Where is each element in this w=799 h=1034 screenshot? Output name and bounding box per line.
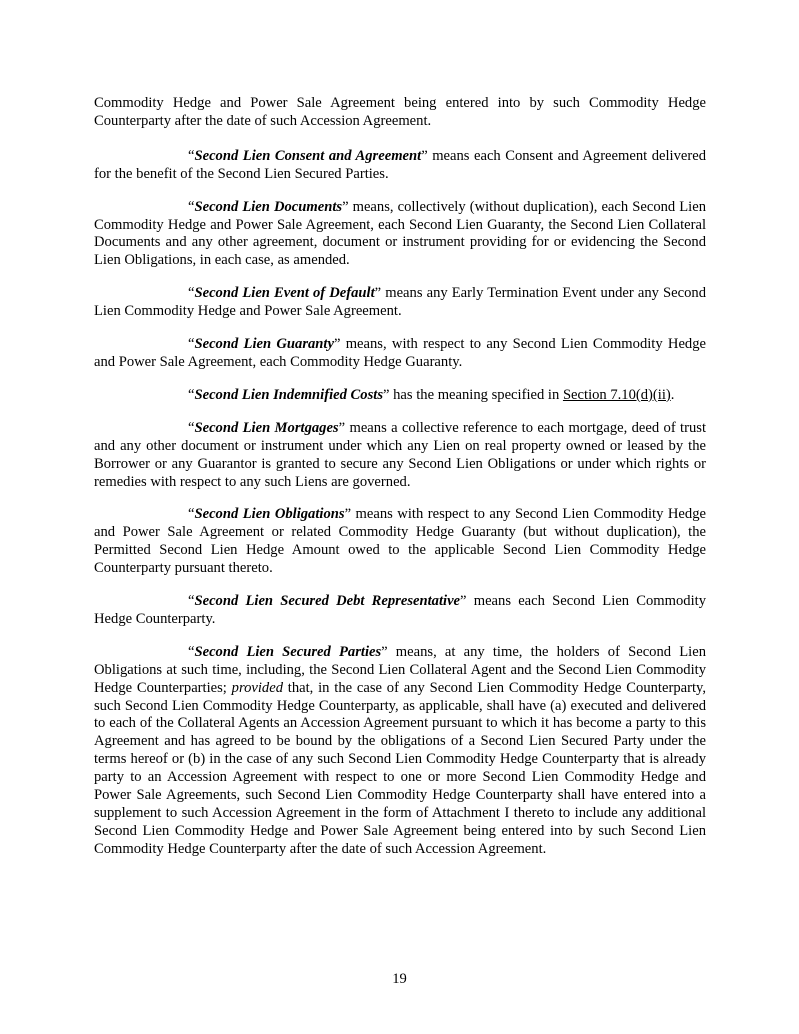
- definition-text: ” means each Consent and Agreement delivered for the benefit of the Second Lien Secured Parties.: [94, 147, 707, 182]
- definition-text: ” means with respect to any Second Lien Commodity Hedge and Power Sale Agreement or related Commodity Hedge Guaranty (but without duplication), the Permitted Second Lien Hedge Amount owed to the applicable Second Lien Commodity Hedge Counterparty pursuant thereto.: [94, 506, 706, 577]
- definition-text-end: .: [670, 386, 675, 403]
- defined-term: Second Lien Documents: [194, 198, 343, 215]
- defined-term: Second Lien Secured Parties: [194, 643, 382, 660]
- definition-text: ” means, collectively (without duplication), each Second Lien Commodity Hedge and Power Sale Agreement, each Second Lien Guaranty, the Second Lien Collateral Documents and any other agreement, document or instrument providing for or evidencing the Second Lien Obligations, in each case, as amended.: [94, 198, 707, 269]
- defined-term: Second Lien Secured Debt Representative: [194, 593, 461, 610]
- definition-text-end: that, in the case of any Second Lien Commodity Hedge Counterparty, such Second Lien Commodity Hedge Counterparty, as applicable, shall have (a) executed and delivered to each of the Collateral Agents an Accession Agreement pursuant to which it has become a party to this Agreement and has agreed to be bound by the obligations of a Second Lien Secured Party under the terms hereof or (b) in the case of any such Second Lien Commodity Hedge Counterparty that is already party to an Accession Agreement with respect to one or more Second Lien Commodity Hedge and Power Sale Agreements, such Second Lien Commodity Hedge Counterparty shall have entered into a supplement to such Accession Agreement in the form of Attachment I thereto to include any additional Second Lien Commodity Hedge and Power Sale Agreement being entered into by such Second Lien Commodity Hedge Counterparty after the date of such Accession Agreement.: [94, 679, 706, 857]
- defined-term: Second Lien Mortgages: [194, 419, 339, 436]
- definition-text: ” means, with respect to any Second Lien Commodity Hedge and Power Sale Agreement, each Commodity Hedge Guaranty.: [94, 336, 707, 370]
- defined-term: Second Lien Obligations: [194, 506, 345, 523]
- definition-text: ” means a collective reference to each mortgage, deed of trust and any other document or instrument under which any Lien on real property owned or leased by the Borrower or any Guarantor is granted to secure any Second Lien Obligations or under which rights or remedies with respect to any such Liens are governed.: [94, 419, 706, 490]
- continuation-paragraph: Commodity Hedge and Power Sale Agreement being entered into by such Commodity Hedge Counterparty after the date of such Accession Agreement.: [94, 95, 706, 129]
- section-reference-link[interactable]: Section 7.10(d)(ii): [562, 386, 671, 403]
- document-body: [94, 95, 706, 874]
- definition-text: ” means any Early Termination Event under any Second Lien Commodity Hedge and Power Sale Agreement.: [94, 285, 706, 320]
- defined-term: Second Lien Consent and Agreement: [194, 147, 422, 164]
- definition-documents: “Second Lien Documents” means, collectively (without duplication), each Second Lien Commodity Hedge and Power Sale Agreement, each Second Lien Guaranty, the Second Lien Collateral Documents and any other agreement, document or instrument providing for or evidencing the Second Lien Obligations, in each case, as amended.: [94, 198, 707, 269]
- definition-text: ” means each Second Lien Commodity Hedge Counterparty.: [94, 593, 706, 627]
- definition-text: ” means, at any time, the holders of Second Lien Obligations at such time, including, the Second Lien Collateral Agent and the Second Lien Commodity Hedge Counterparties;: [94, 643, 706, 696]
- definition-consent-and-agreement: “Second Lien Consent and Agreement” means each Consent and Agreement delivered for the benefit of the Second Lien Secured Parties.: [94, 147, 707, 182]
- definition-indemnified-costs: “Second Lien Indemnified Costs” has the meaning specified in Section 7.10(d)(ii).: [188, 386, 675, 403]
- definition-mortgages: “Second Lien Mortgages” means a collective reference to each mortgage, deed of trust and any other document or instrument under which any Lien on real property owned or leased by the Borrower or any Guarantor is granted to secure any Second Lien Obligations or under which rights or remedies with respect to any such Liens are governed.: [94, 419, 706, 490]
- definition-guaranty: “Second Lien Guaranty” means, with respect to any Second Lien Commodity Hedge and Power Sale Agreement, each Commodity Hedge Guaranty.: [94, 336, 707, 370]
- definition-secured-debt-representative: “Second Lien Secured Debt Representative” means each Second Lien Commodity Hedge Counterparty.: [94, 593, 706, 627]
- emphasis-provided: provided: [231, 679, 283, 696]
- definition-text: ” has the meaning specified in: [383, 386, 563, 403]
- page-number: 19: [392, 971, 407, 987]
- defined-term: Second Lien Event of Default: [194, 285, 375, 302]
- definition-event-of-default: “Second Lien Event of Default” means any Early Termination Event under any Second Lien Commodity Hedge and Power Sale Agreement.: [94, 285, 706, 320]
- definition-obligations: “Second Lien Obligations” means with respect to any Second Lien Commodity Hedge and Power Sale Agreement or related Commodity Hedge Guaranty (but without duplication), the Permitted Second Lien Hedge Amount owed to the applicable Second Lien Commodity Hedge Counterparty pursuant thereto.: [94, 506, 706, 577]
- defined-term: Second Lien Guaranty: [194, 336, 334, 353]
- definition-secured-parties: “Second Lien Secured Parties” means, at any time, the holders of Second Lien Obligations at such time, including, the Second Lien Collateral Agent and the Second Lien Commodity Hedge Counterparties; provided that, in the case of any Second Lien Commodity Hedge Counterparty, such Second Lien Commodity Hedge Counterparty, as applicable, shall have (a) executed and delivered to each of the Collateral Agents an Accession Agreement pursuant to which it has become a party to this Agreement and has agreed to be bound by the obligations of a Second Lien Secured Party under the terms hereof or (b) in the case of any such Second Lien Commodity Hedge Counterparty that is already party to an Accession Agreement with respect to one or more Second Lien Commodity Hedge and Power Sale Agreements, such Second Lien Commodity Hedge Counterparty shall have entered into a supplement to such Accession Agreement in the form of Attachment I thereto to include any additional Second Lien Commodity Hedge and Power Sale Agreement being entered into by such Second Lien Commodity Hedge Counterparty after the date of such Accession Agreement.: [94, 643, 706, 857]
- defined-term: Second Lien Indemnified Costs: [194, 386, 383, 403]
